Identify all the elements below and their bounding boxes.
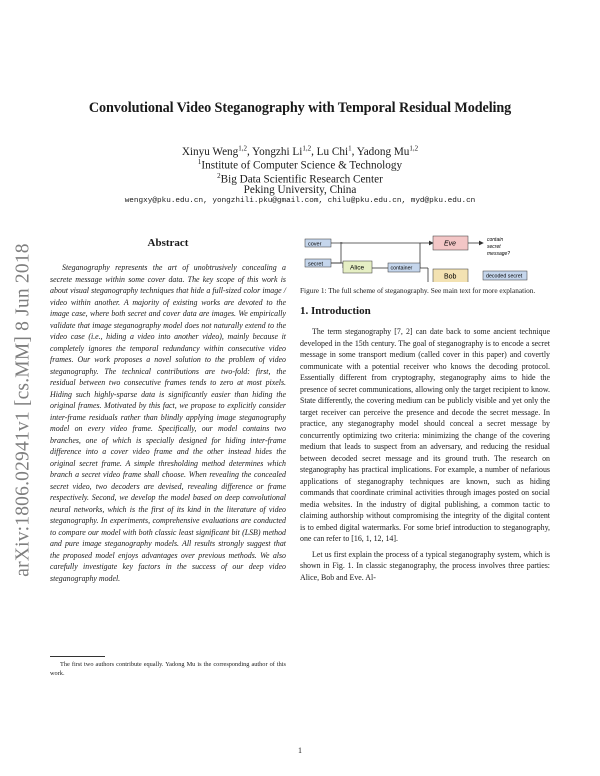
author: Xinyu Weng$^{1,2}$ xyxy=(181,144,247,158)
introduction-paragraph-1: The term steganography [7, 2] can date back to some ancient technique developed in the 15th century. The goal of steganography is to encode a secret message in some transport medium (called cover in this paper) and covertly communicate with a potential receiver who knows the decoding protocol. Essentially different from cryptography, steganography aims to hide the presence of secret communications, allowing only the target recipient to know. State differently, the covering medium can be publicly visible and yet only the target receiver can perceive the presence and decode the secret message. In practice, any steganography model should conceal a secret message by concurrently optimizing two criteria: minimizing the change of the covering medium that leads to suspect from an adversary, and reducing the residual between decoded secret message and its ground truth. The research on steganography has practical implications. For example, a number of nefarious applications of steganography techniques are known, such as hiding commands that coordinate criminal activities through images posted on social media websites. In the industry of digital publishing, a common tactic to claiming authorship without compromising the integrity of the digital content is to embed digital watermarks. For some brief introduction to steganography, one can refer to [16, 1, 12, 14]. xyxy=(300,327,550,543)
figure-1-caption: Figure 1: The full scheme of steganography. See main text for more explanation. xyxy=(300,286,536,295)
footnote-rule xyxy=(50,656,105,657)
affiliation-2: $^2$Big Data Scientific Research Center xyxy=(217,172,383,186)
eve-output-line-1: contain xyxy=(487,237,504,243)
diagram-connectors-main xyxy=(331,263,343,268)
abstract-heading: Abstract xyxy=(147,237,189,249)
author: Lu Chi$^1$ xyxy=(316,144,352,158)
abstract-text: Steganography represents the art of unobtrusively concealing a secrete message within some cover data. The key scope of this work is about visual steganography techniques that hide a full-sized color image / video within another. A majority of existing works are devoted to the image case, where both secret and cover data are images. We empirically validate that image steganography model does not naturally extend to the video case (i.e., hiding a video into another video), mainly because it completely ignores the temporal redundancy within consecutive video frames. Our work proposes a novel solution to the problem of video steganography. The technical contributions are two-fold: first, the residual between two consecutive frames tends to zero at most pixels. Hiding such highly-sparse data is significantly easier than hiding the original frames. Motivated by this fact, we propose to explicitly consider inter-frame residuals rather than blindly applying image steganography model on every video frame. Specifically, our model contains two branches, one of which is specially designed for hiding inter-frame difference into a cover video frame and the other instead hides the original secret frame. A simple thresholding method determines which branch a secret video frame shall choose. When revealing the concealed secret video, two decoders are devised, revealing difference or frame respectively. Second, we develop the model based on deep convolutional neural networks, which is the first of its kind in the literature of video steganography. In experiments, comprehensive evaluations are conducted to compare our model with both classic least significant bit (LSB) method and pure image steganography models. All results strongly suggest that the proposed model enjoys advantages over previous methods. We also carefully investigate key factors in the success of our deep video steganography model. xyxy=(50,263,286,583)
author: Yadong Mu$^{1,2}$ xyxy=(356,144,419,158)
paper-title: Convolutional Video Steganography with Temporal Residual Modeling xyxy=(88,100,512,116)
university: Peking University, China xyxy=(243,184,357,196)
abstract-body xyxy=(50,262,286,584)
footnote: The first two authors contribute equally. Yadong Mu is the corresponding author of this work. xyxy=(50,661,286,677)
figure-1-diagram xyxy=(303,232,553,282)
alice-label: Alice xyxy=(350,264,365,272)
affiliation-1: $^1$Institute of Computer Science & Technology xyxy=(197,158,403,172)
cover-label: cover xyxy=(308,241,322,248)
page-number: 1 xyxy=(298,746,302,755)
bob-label: Bob xyxy=(444,273,457,281)
eve-label: Eve xyxy=(444,240,457,248)
arxiv-id: arXiv:1806.02941v1 [cs.MM] 8 Jun 2018 xyxy=(13,243,34,577)
email-list: wengxy@pku.edu.cn, yongzhili.pku@gmail.com, chilu@pku.edu.cn, myd@pku.edu.cn xyxy=(124,197,476,205)
author: Yongzhi Li$^{1,2}$ xyxy=(252,144,312,158)
eve-output-line-2: secret xyxy=(487,244,501,250)
author-list: Xinyu Weng$^{1,2}$, Yongzhi Li$^{1,2}$, Lu Chi$^1$, Yadong Mu$^{1,2}$ xyxy=(181,144,419,158)
eve-output-line-3: message? xyxy=(487,251,511,257)
introduction-heading: 1. Introduction xyxy=(300,305,371,317)
decoded-secret-label: decoded secret xyxy=(486,273,523,280)
arxiv-stamp xyxy=(4,200,44,620)
container-label: container xyxy=(390,265,413,272)
introduction-body xyxy=(300,326,550,583)
introduction-paragraph-2: Let us first explain the process of a typical steganography system, which is shown in Fig. 1. In classic steganography, the process involves three parties: Alice, Bob and Eve. Al- xyxy=(300,549,550,582)
secret-label: secret xyxy=(308,261,323,268)
